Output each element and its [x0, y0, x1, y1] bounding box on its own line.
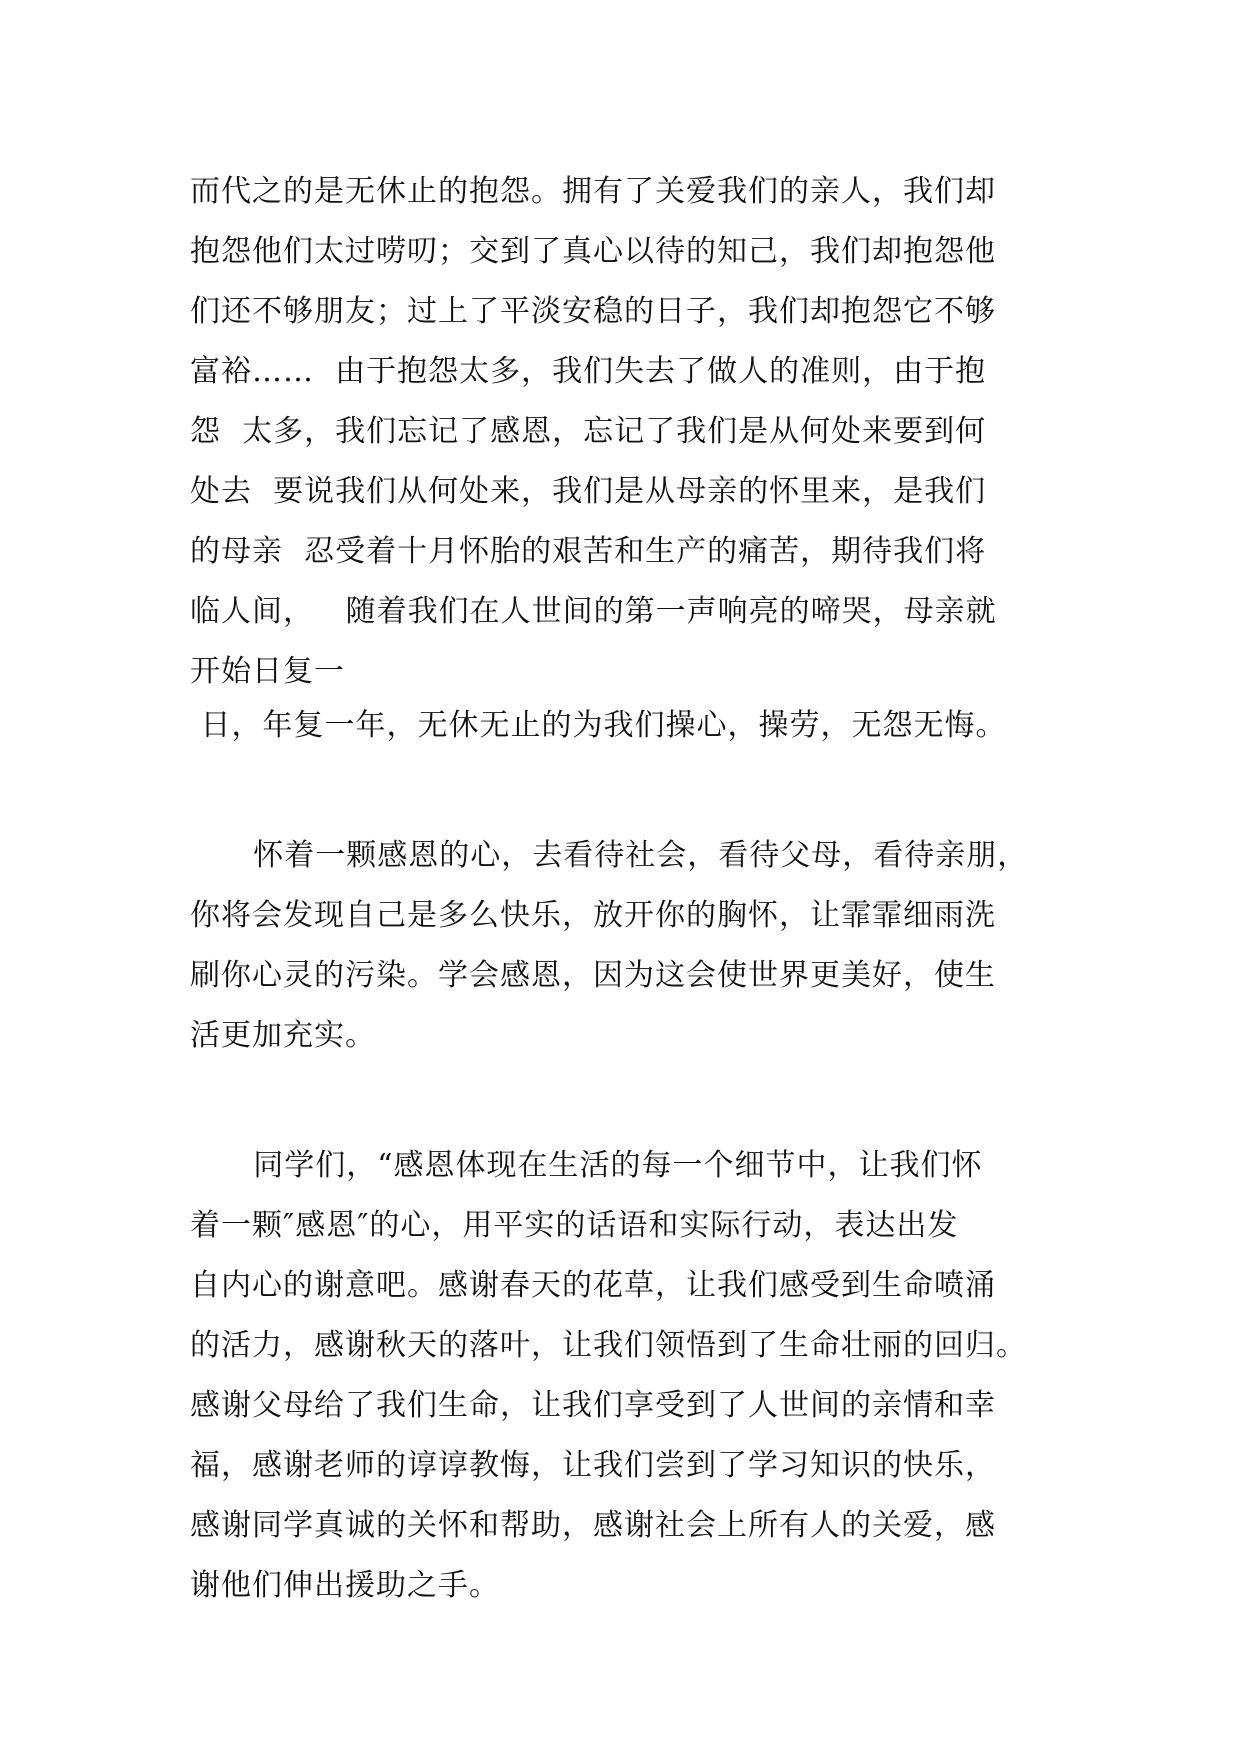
text-line: 处去 要说我们从何处来，我们是从母亲的怀里来，是我们	[190, 474, 987, 509]
text-line: 活更加充实。	[190, 1018, 376, 1053]
text-line: 抱怨他们太过唠叨；交到了真心以待的知己，我们却抱怨他	[190, 234, 996, 269]
text-line: 同学们，“感恩体现在生活的每一个细节中，让我们怀	[190, 1148, 983, 1183]
text-line: 的母亲 忍受着十月怀胎的艰苦和生产的痛苦，期待我们将	[190, 534, 987, 569]
text-line: 的活力，感谢秋天的落叶，让我们领悟到了生命壮丽的回归。	[190, 1328, 1027, 1363]
text-line: 感谢同学真诚的关怀和帮助，感谢社会上所有人的关爱，感	[190, 1508, 996, 1543]
text-line: 而代之的是无休止的抱怨。拥有了关爱我们的亲人，我们却	[190, 174, 996, 209]
text-line: 刷你心灵的污染。学会感恩，因为这会使世界更美好，使生	[190, 958, 996, 993]
text-line: 怨 太多，我们忘记了感恩，忘记了我们是从何处来要到何	[190, 414, 987, 449]
text-line: 自内心的谢意吧。感谢春天的花草，让我们感受到生命喷涌	[190, 1268, 996, 1303]
text-line: 怀着一颗感恩的心，去看待社会，看待父母，看待亲朋，	[190, 838, 1029, 873]
text-line: 开始日复一	[190, 654, 345, 689]
text-line: 日，年复一年，无休无止的为我们操心，操劳，无怨无悔。	[190, 708, 1007, 743]
text-line: 感谢父母给了我们生命，让我们享受到了人世间的亲情和幸	[190, 1388, 996, 1423]
text-line: 们还不够朋友；过上了平淡安稳的日子，我们却抱怨它不够	[190, 294, 996, 329]
text-line: 着一颗″感恩″的心，用平实的话语和实际行动，表达出发	[190, 1208, 959, 1243]
text-line: 临人间， 随着我们在人世间的第一声响亮的啼哭，母亲就	[190, 594, 997, 629]
text-line: 谢他们伸出援助之手。	[190, 1568, 500, 1603]
text-line: 福，感谢老师的谆谆教悔，让我们尝到了学习知识的快乐，	[190, 1448, 996, 1483]
text-line: 富裕…… 由于抱怨太多，我们失去了做人的准则，由于抱	[190, 354, 987, 389]
text-line: 你将会发现自己是多么快乐，放开你的胸怀，让霏霏细雨洗	[190, 898, 996, 933]
